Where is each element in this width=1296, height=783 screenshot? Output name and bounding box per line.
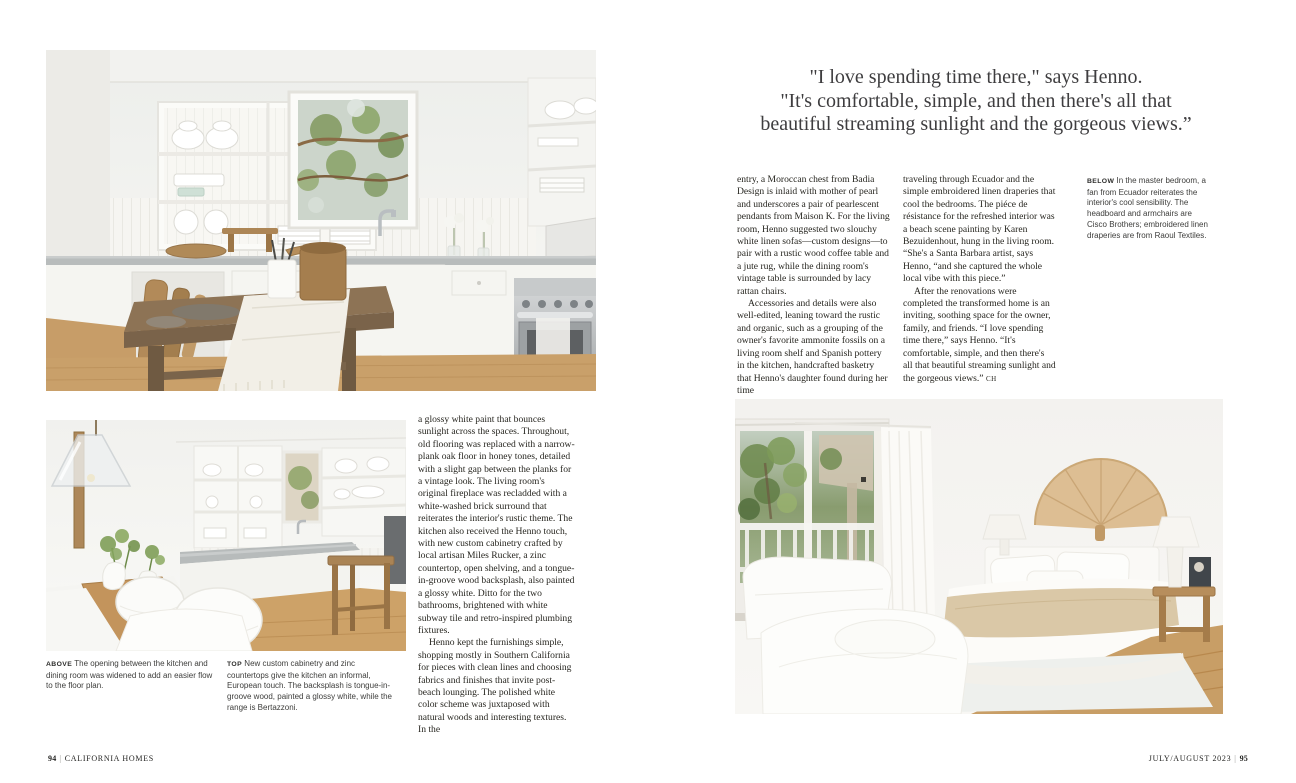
slipcover-chair [116, 609, 252, 651]
article-paragraph: Henno kept the furnishings simple, shopping mostly in Southern California for pieces with clean lines and choosing fabrics and finishes that invite post-beach lounging. The polished white color scheme was juxtaposed with natural woods and interesting textures. In the [418, 637, 572, 736]
kitchen-photo [46, 50, 596, 391]
caption-top-label: TOP [227, 661, 243, 668]
article-paragraph-text: After the renovations were completed the transformed home is an inviting, soothing space for the owner, family, and friends. “I love spending time there,” says Henno. “It's comfortable, simple, and then there's all that beautiful streaming sunlight and the gorgeous views.” [903, 285, 1056, 384]
caption-top-text: New custom cabinetry and zinc countertops give the kitchen an informal, European touch. The backsplash is tongue-in-groove wood, painted a glossy white, while the range is Bertazzoni. [227, 659, 392, 712]
article-end-mark: CH [985, 374, 997, 383]
footer-separator: | [1234, 754, 1237, 763]
kitchen-photo-illustration [46, 50, 596, 391]
kitchen-window [289, 92, 417, 228]
issue-date: JULY/AUGUST 2023 [1148, 754, 1232, 763]
article-paragraph: traveling through Ecuador and the simple embroidered linen draperies that cool the bedrooms. The piéce de résistance for the refreshed interior was a beach scene painting by Karen Bezuidenhout, hung in the living room. “She's a Santa Barbara artist, says Henno, “and she captured the whole local vibe with this piece.” [903, 174, 1056, 285]
left-article-column [418, 414, 575, 737]
article-paragraph [903, 286, 1056, 385]
caption-above-label: ABOVE [46, 661, 73, 668]
pull-quote [700, 66, 1252, 137]
pull-quote-line-2: "It's comfortable, simple, and then there's all that [780, 89, 1172, 112]
article-paragraph: a glossy white paint that bounces sunlight across the spaces. Throughout, old flooring was replaced with a narrow-plank oak floor in honey tones, detailed with a slight gap between the planks for a vintage look. The living room's original fireplace was recladded with a white-washed brick surround that reiterates the interior's rustic theme. The kitchen also received the Henno touch, with new custom cabinetry crafted by local artisan Miles Rucker, a zinc countertop, open shelving, and a tongue-in-groove wood backsplash, also painted a glossy white. Ditto for the two bathrooms, brightened with white subway tile and retro-inspired plumbing fixtures. [418, 414, 575, 636]
article-column-2 [903, 174, 1056, 385]
footer-left [48, 754, 154, 763]
footer-separator: | [59, 754, 62, 763]
magazine-name: CALIFORNIA HOMES [64, 754, 154, 763]
caption-above [46, 659, 214, 692]
pull-quote-line-3: beautiful streaming sunlight and the gorgeous views.” [760, 113, 1192, 135]
bedroom-photo-illustration [735, 399, 1223, 714]
right-page-number: 95 [1239, 754, 1248, 763]
caption-below-text: In the master bedroom, a fan from Ecuador reiterates the interior's cool sensibility. The headboard and armchairs are Cisco Brothers; embroidered linen draperies are from Raoul Textiles. [1087, 176, 1208, 240]
dining-photo-illustration [46, 420, 406, 651]
footer-right [1149, 754, 1248, 763]
dining-photo [46, 420, 406, 651]
bedroom-photo [735, 399, 1223, 714]
caption-above-text: The opening between the kitchen and dining room was widened to add an easier flow to the floor plan. [46, 659, 213, 691]
left-page-number: 94 [48, 754, 57, 763]
article-paragraph: Accessories and details were also well-edited, leaning toward the rustic and organic, such as a grouping of the owner's favorite ammonite fossils on a living room shelf and Spanish pottery in the kitchen, handcrafted basketry that Henno's daughter found during her time [737, 298, 888, 396]
caption-below-label: BELOW [1087, 178, 1115, 185]
pull-quote-line-1: "I love spending time there," says Henno. [809, 66, 1143, 88]
article-column-1 [737, 174, 890, 397]
article-paragraph: entry, a Moroccan chest from Badia Design is inlaid with mother of pearl and underscores a pair of pearlescent pendants from Maison K. For the living room, Henno suggested two slouchy white linen sofas—custom designs—to pair with a rustic wood coffee table and a jute rug, while the dining room's vintage table is surrounded by lacy rattan chairs. [737, 174, 890, 297]
caption-top [227, 659, 397, 714]
caption-below [1087, 176, 1209, 241]
back-window [284, 452, 320, 522]
